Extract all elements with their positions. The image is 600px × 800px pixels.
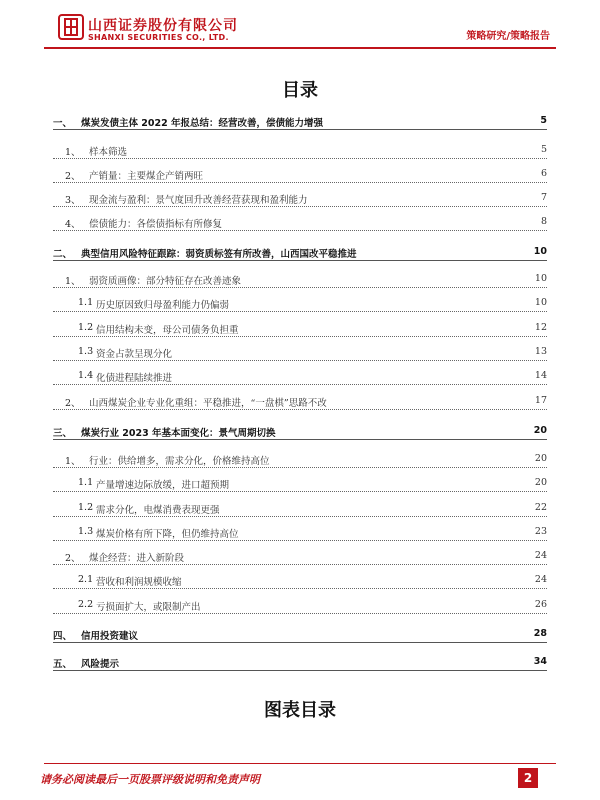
toc-entry-number: 2、 [65, 553, 81, 564]
toc-leader-line [53, 564, 547, 565]
toc-leader-line [53, 182, 547, 183]
toc-entry-number: 1、 [65, 276, 81, 287]
toc-entry-label: 风险提示 [81, 659, 120, 670]
toc-entry-label: 山西煤炭企业专业化重组：平稳推进，“一盘棋”思路不改 [89, 398, 327, 409]
footer-divider [44, 763, 556, 764]
toc-entry-page: 34 [533, 656, 547, 667]
report-type: 策略研究/策略报告 [466, 31, 550, 42]
toc-leader-line [53, 158, 547, 159]
company-name-cn: 山西证券股份有限公司 [88, 18, 238, 34]
toc-leader-line [53, 613, 547, 614]
toc-entry-label: 信用结构未变，母公司债务负担重 [96, 325, 239, 336]
toc-entry-number: 2.1 [78, 574, 94, 585]
toc-leader-line [53, 206, 547, 207]
toc-entry-label: 偿债能力：各偿债指标有所修复 [89, 219, 223, 230]
toc-entry-page: 20 [534, 477, 547, 488]
toc-entry-number: 2、 [65, 398, 81, 409]
toc-entry-label: 煤企经营：进入新阶段 [89, 553, 185, 564]
toc-entry-label: 煤炭行业 2023 年基本面变化：景气周期切换 [81, 428, 276, 439]
toc-entry-label: 历史原因致归母盈利能力仍偏弱 [96, 300, 230, 311]
toc-entry-page: 8 [540, 216, 547, 227]
toc-leader-line [53, 311, 547, 312]
toc-entry-page: 5 [540, 115, 547, 126]
toc-entry[interactable] [53, 112, 547, 132]
toc-entry-page: 17 [534, 395, 547, 406]
toc-entry[interactable] [53, 319, 547, 339]
toc-entry-label: 营收和利润规模收缩 [96, 577, 182, 588]
toc-entry-label: 煤炭发债主体 2022 年报总结：经营改善，偿债能力增强 [81, 118, 324, 129]
toc-entry-number: 三、 [53, 428, 73, 439]
toc-entry-label: 信用投资建议 [81, 631, 139, 642]
toc-entry-page: 10 [534, 273, 547, 284]
toc-entry-number: 1.1 [78, 477, 94, 488]
toc-entry-label: 产量增速边际放缓，进口超预期 [96, 480, 230, 491]
toc-leader-line [53, 516, 547, 517]
toc-entry-number: 二、 [53, 249, 73, 260]
toc-entry[interactable] [53, 547, 547, 567]
toc-entry-page: 23 [534, 526, 547, 537]
toc-leader-line [53, 670, 547, 671]
toc-leader-line [53, 384, 547, 385]
toc-entry-number: 1.1 [78, 297, 94, 308]
toc-leader-line [53, 642, 547, 643]
toc-entry-page: 5 [540, 144, 547, 155]
toc-entry[interactable] [53, 343, 547, 363]
page-number: 2 [518, 768, 538, 788]
toc-entry[interactable] [53, 474, 547, 494]
toc-entry-page: 6 [540, 168, 547, 179]
toc-leader-line [53, 588, 547, 589]
toc-entry-number: 五、 [53, 659, 73, 670]
toc-entry[interactable] [53, 392, 547, 412]
toc-leader-line [53, 540, 547, 541]
toc-entry-page: 24 [534, 574, 547, 585]
toc-entry-number: 1.2 [78, 502, 94, 513]
toc-entry-page: 7 [540, 192, 547, 203]
toc-entry-number: 2、 [65, 171, 81, 182]
toc-entry[interactable] [53, 422, 547, 442]
toc-entry-page: 24 [534, 550, 547, 561]
toc-entry-page: 20 [533, 425, 547, 436]
toc-leader-line [53, 467, 547, 468]
toc-entry-label: 煤炭价格有所下降，但仍维持高位 [96, 529, 239, 540]
toc-entry-number: 1、 [65, 147, 81, 158]
toc-entry-number: 2.2 [78, 599, 94, 610]
toc-entry-page: 12 [534, 322, 547, 333]
toc-entry[interactable] [53, 213, 547, 233]
toc-leader-line [53, 409, 547, 410]
toc-leader-line [53, 439, 547, 440]
charts-list-title: 图表目录 [264, 700, 336, 721]
header-divider [44, 47, 556, 49]
toc-entry-number: 一、 [53, 118, 73, 129]
page-header [0, 0, 600, 56]
toc-entry[interactable] [53, 653, 547, 673]
toc-entry-label: 产销量：主要煤企产销两旺 [89, 171, 204, 182]
toc-entry-number: 1.3 [78, 526, 94, 537]
toc-leader-line [53, 360, 547, 361]
toc-entry-number: 1.2 [78, 322, 94, 333]
toc-entry-label: 样本筛选 [89, 147, 128, 158]
toc-leader-line [53, 336, 547, 337]
toc-leader-line [53, 260, 547, 261]
toc-entry[interactable] [53, 367, 547, 387]
toc-entry[interactable] [53, 270, 547, 290]
toc-entry-page: 28 [533, 628, 547, 639]
toc-entry-label: 化债进程陆续推进 [96, 373, 173, 384]
toc-title: 目录 [282, 80, 318, 101]
toc-entry-page: 14 [534, 370, 547, 381]
toc-entry-label: 资金占款呈现分化 [96, 349, 173, 360]
toc-leader-line [53, 230, 547, 231]
toc-entry[interactable] [53, 596, 547, 616]
toc-entry[interactable] [53, 523, 547, 543]
company-name-en: SHANXI SECURITIES CO., LTD. [88, 33, 229, 42]
toc-entry-number: 四、 [53, 631, 73, 642]
toc-entry[interactable] [53, 189, 547, 209]
toc-entry-number: 1.4 [78, 370, 94, 381]
toc-entry-label: 现金流与盈利：景气度回升改善经营获现和盈利能力 [89, 195, 308, 206]
toc-entry[interactable] [53, 294, 547, 314]
toc-entry-label: 行业：供给增多，需求分化，价格维持高位 [89, 456, 270, 467]
toc-leader-line [53, 491, 547, 492]
toc-entry[interactable] [53, 141, 547, 161]
toc-entry[interactable] [53, 165, 547, 185]
toc-entry-page: 26 [534, 599, 547, 610]
disclaimer-note: 请务必阅读最后一页股票评级说明和免责声明 [40, 773, 260, 786]
toc-entry-number: 1.3 [78, 346, 94, 357]
shanxi-securities-logo-icon [58, 14, 84, 40]
toc-entry[interactable] [53, 499, 547, 519]
toc-entry-number: 4、 [65, 219, 81, 230]
toc-entry[interactable] [53, 625, 547, 645]
toc-entry-page: 10 [533, 246, 547, 257]
toc-entry-page: 10 [534, 297, 547, 308]
toc-entry-label: 典型信用风险特征跟踪：弱资质标签有所改善，山西国改平稳推进 [81, 249, 357, 260]
toc-entry-label: 亏损面扩大，或限制产出 [96, 602, 201, 613]
toc-entry-page: 22 [534, 502, 547, 513]
toc-entry-page: 20 [534, 453, 547, 464]
toc-entry[interactable] [53, 243, 547, 263]
toc-entry-label: 需求分化，电煤消费表现更强 [96, 505, 220, 516]
toc-entry-number: 3、 [65, 195, 81, 206]
toc-leader-line [53, 129, 547, 130]
toc-entry-page: 13 [534, 346, 547, 357]
toc-leader-line [53, 287, 547, 288]
toc-entry[interactable] [53, 571, 547, 591]
toc-entry-number: 1、 [65, 456, 81, 467]
toc-entry[interactable] [53, 450, 547, 470]
toc-entry-label: 弱资质画像：部分特征存在改善迹象 [89, 276, 242, 287]
